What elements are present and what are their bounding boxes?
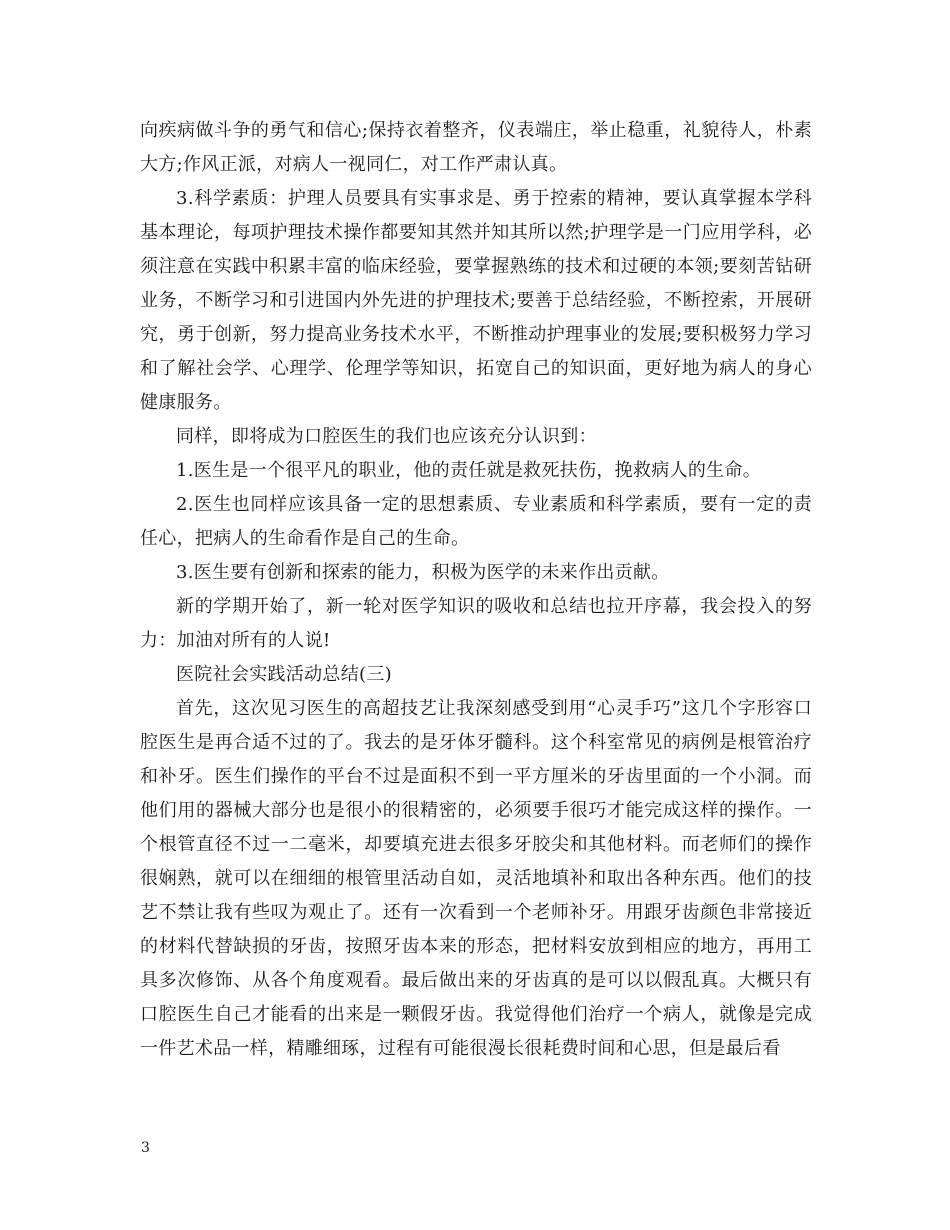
paragraph-1: 向疾病做斗争的勇气和信心;保持衣着整齐，仪表端庄，举止稳重，礼貌待人，朴素大方;作风正派，对病人一视同仁，对工作严肃认真。 [140, 120, 812, 175]
paragraph-8: 首先，这次见习医生的高超技艺让我深刻感受到用“心灵手巧”这几个字形容口腔医生是再合适不过的了。我去的是牙体牙髓科。这个科室常见的病例是根管治疗和补牙。医生们操作的平台不过是面积不到一平方厘米的牙齿里面的一个小洞。而他们用的器械大部分也是很小的很精密的，必须要手很巧才能完成这样的操作。一个根管直径不过一二毫米，却要填充进去很多牙胶尖和其他材料。而老师们的操作很娴熟，就可以在细细的根管里活动自如，灵活地填补和取出各种东西。他们的技艺不禁让我有些叹为观止了。还有一次看到一个老师补牙。用跟牙齿颜色非常接近的材料代替缺损的牙齿，按照牙齿本来的形态，把材料安放到相应的地方，再用工具多次修饰、从各个角度观看。最后做出来的牙齿真的是可以以假乱真。大概只有口腔医生自己才能看的出来是一颗假牙齿。我觉得他们治疗一个病人，就像是完成一件艺术品一样，精雕细琢，过程有可能很漫长很耗费时间和心思，但是最后看 [140, 698, 812, 1059]
section-heading: 医院社会实践活动总结(三) [176, 664, 392, 685]
paragraph-2: 3.科学素质：护理人员要具有实事求是、勇于控索的精神，要认真掌握本学科基本理论，每项护理技术操作都要知其然并知其所以然;护理学是一门应用学科，必须注意在实践中积累丰富的临床经验，要掌握熟练的技术和过硬的本领;要刻苦钻研业务，不断学习和引进国内外先进的护理技术;要善于总结经验，不断控索，开展研究，勇于创新，努力提高业务技术水平，不断推动护理事业的发展;要积极努力学习和了解社会学、心理学、伦理学等知识，拓宽自己的知识面，更好地为病人的身心健康服务。 [140, 188, 812, 413]
page-number: 3 [141, 1140, 150, 1156]
paragraph-4: 1.医生是一个很平凡的职业，他的责任就是救死扶伤，挽救病人的生命。 [176, 460, 762, 481]
paragraph-6: 3.医生要有创新和探索的能力，积极为医学的未来作出贡献。 [176, 562, 670, 583]
paragraph-3: 同样，即将成为口腔医生的我们也应该充分认识到： [176, 426, 597, 447]
paragraph-5: 2.医生也同样应该具备一定的思想素质、专业素质和科学素质，要有一定的责任心，把病人的生命看作是自己的生命。 [140, 494, 812, 549]
paragraph-7: 新的学期开始了，新一轮对医学知识的吸收和总结也拉开序幕，我会投入的努力：加油对所有的人说! [140, 596, 812, 651]
document-body [140, 114, 812, 1066]
